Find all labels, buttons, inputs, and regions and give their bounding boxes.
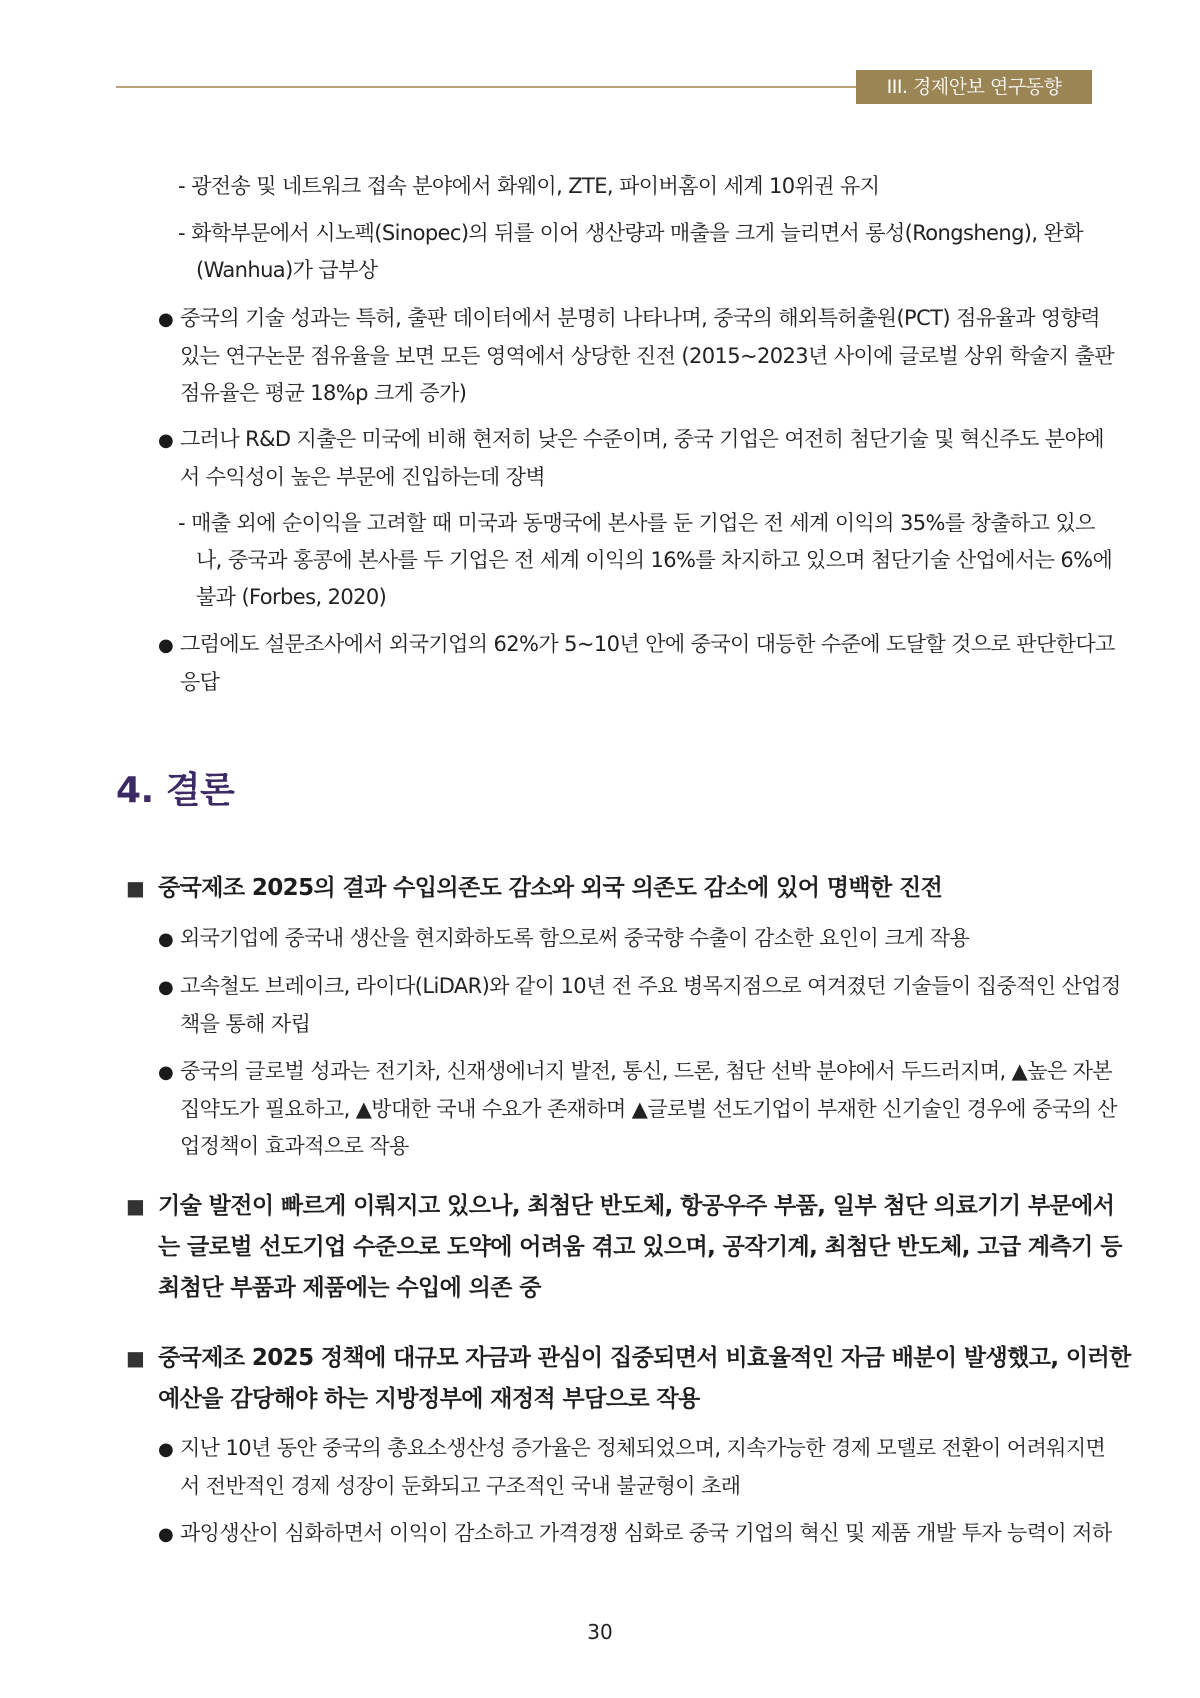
bullet-dot-icon: ● [158,635,174,656]
conclusion-heading-text: 중국제조 2025의 결과 수입의존도 감소와 외국 의존도 감소에 있어 명백한 진전 [158,875,943,901]
chapter-badge: III. 경제안보 연구동향 [856,70,1092,104]
conclusion-heading-text: 기술 발전이 빠르게 이뤄지고 있으나, 최첨단 반도체, 항공우주 부품, 일부 첨단 의료기기 부문에서는 글로벌 선도기업 수준으로 도약에 어려움 겪고 있으며, 공작기계, 최첨단 반도체, 고급 계측기 등 최첨단 부품과 제품에는 수입에 의존 중 [158,1193,1122,1301]
bullet-dot-icon: ● [158,309,174,330]
dash-item-text: 매출 외에 순이익을 고려할 때 미국과 동맹국에 본사를 둔 기업은 전 세계 이익의 35%를 창출하고 있으나, 중국과 홍콩에 본사를 두 기업은 전 세계 이익의 16%를 차지하고 있으며 첨단기술 산업에서는 6%에 불과 (Forbes, 2020) [191,511,1113,609]
bullet-item [158,1515,1122,1553]
bullet-dot-icon: ● [158,430,174,451]
bullet-item [158,920,1122,958]
bullet-item-text: 과잉생산이 심화하면서 이익이 감소하고 가격경쟁 심화로 중국 기업의 혁신 및 제품 개발 투자 능력이 저하 [180,1521,1112,1545]
bullet-item-text: 중국의 글로벌 성과는 전기차, 신재생에너지 발전, 통신, 드론, 첨단 선박 분야에서 두드러지며, ▲높은 자본 집약도가 필요하고, ▲방대한 국내 수요가 존재하며 ▲글로벌 선도기업이 부재한 신기술인 경우에 중국의 산업정책이 효과적으로 작용 [180,1059,1117,1158]
bullet-item-text: 그럼에도 설문조사에서 외국기업의 62%가 5~10년 안에 중국이 대등한 수준에 도달할 것으로 판단한다고 응답 [180,632,1115,694]
bullet-dot-icon: ● [158,1524,174,1545]
bullet-item [158,1053,1122,1165]
bullet-dot-icon: ● [158,977,174,998]
bullet-item [158,968,1122,1043]
square-bullet-icon: ■ [126,1346,145,1370]
conclusion-heading [126,1186,1132,1309]
dash-item-text: 화학부문에서 시노펙(Sinopec)의 뒤를 이어 생산량과 매출을 크게 늘리면서 롱성(Rongsheng), 완화(Wanhua)가 급부상 [191,221,1083,282]
bullet-item-text: 그러나 R&D 지출은 미국에 비해 현저히 낮은 수준이며, 중국 기업은 여전히 첨단기술 및 혁신주도 분야에서 수익성이 높은 부문에 진입하는데 장벽 [180,427,1104,489]
dash-item: - 화학부문에서 시노펙(Sinopec)의 뒤를 이어 생산량과 매출을 크게 늘리면서 롱성(Rongsheng), 완화(Wanhua)가 급부상 [178,221,1083,282]
square-bullet-icon: ■ [126,876,145,900]
page-number: 30 [587,1620,613,1644]
square-bullet-icon: ■ [126,1194,145,1218]
conclusion-heading-text: 중국제조 2025 정책에 대규모 자금과 관심이 집중되면서 비효율적인 자금 배분이 발생했고, 이러한 예산을 감당해야 하는 지방정부에 재정적 부담으로 작용 [158,1345,1131,1412]
dash-item: - 광전송 및 네트워크 접속 분야에서 화웨이, ZTE, 파이버홈이 세계 10위권 유지 [178,174,880,198]
bullet-dot-icon: ● [158,1439,174,1460]
bullet-item-text: 지난 10년 동안 중국의 총요소생산성 증가율은 정체되었으며, 지속가능한 경제 모델로 전환이 어려워지면서 전반적인 경제 성장이 둔화되고 구조적인 국내 불균형이 초래 [180,1436,1106,1498]
bullet-item-text: 고속철도 브레이크, 라이다(LiDAR)와 같이 10년 전 주요 병목지점으로 여겨졌던 기술들이 집중적인 산업정책을 통해 자립 [180,974,1121,1036]
bullet-item [158,1430,1122,1505]
header-rule [116,86,856,88]
bullet-dot-icon: ● [158,929,174,950]
section-title: 4. 결론 [116,770,235,811]
bullet-item-text: 외국기업에 중국내 생산을 현지화하도록 함으로써 중국향 수출이 감소한 요인이 크게 작용 [180,926,970,950]
bullet-item [158,626,1122,701]
bullet-dot-icon: ● [158,1062,174,1083]
conclusion-heading [126,868,1132,909]
dash-item-text: 광전송 및 네트워크 접속 분야에서 화웨이, ZTE, 파이버홈이 세계 10위권 유지 [191,174,880,198]
bullet-item [158,300,1122,412]
conclusion-heading [126,1338,1132,1420]
bullet-item-text: 중국의 기술 성과는 특허, 출판 데이터에서 분명히 나타나며, 중국의 해외특허출원(PCT) 점유율과 영향력 있는 연구논문 점유율을 보면 모든 영역에서 상당한 진전 (2015~2023년 사이에 글로벌 상위 학술지 출판 점유율은 평균 18%p 크게 증가) [180,306,1115,405]
bullet-item [158,421,1122,496]
dash-item: - 매출 외에 순이익을 고려할 때 미국과 동맹국에 본사를 둔 기업은 전 세계 이익의 35%를 창출하고 있으나, 중국과 홍콩에 본사를 두 기업은 전 세계 이익의 16%를 차지하고 있으며 첨단기술 산업에서는 6%에 불과 (Forbes, 2020) [178,511,1113,609]
